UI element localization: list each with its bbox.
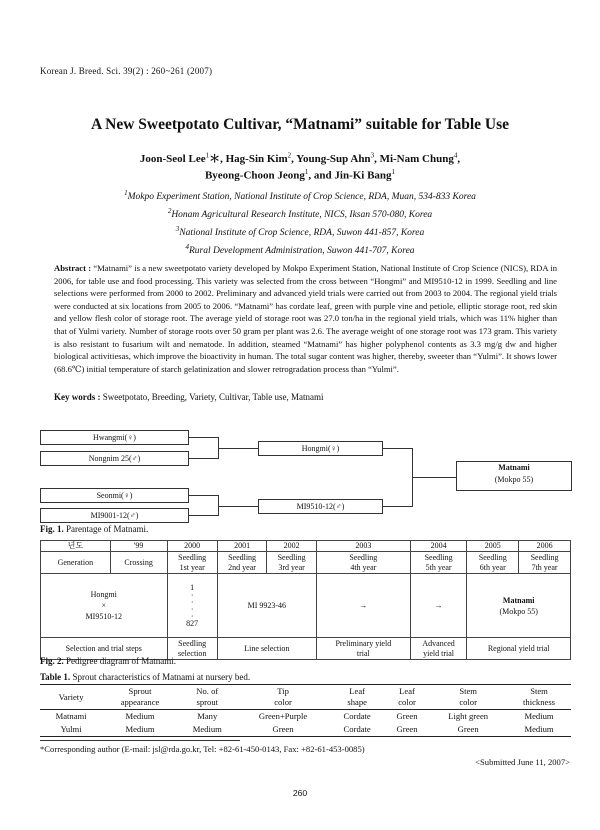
sprout-header-5 (385, 685, 429, 710)
sprout-header-3-line1: color (274, 697, 292, 707)
step-line-selection: Line selection (217, 638, 316, 660)
year-cell-1: '99 (110, 541, 167, 552)
author2-name-0: Byeong-Choon Jeong (204, 169, 305, 182)
parent-mi9510: MI9510-12(♂) (258, 499, 383, 514)
sprout-header-2 (178, 685, 237, 710)
affiliation-2 (0, 204, 600, 222)
affiliation-sup-2: 2 (167, 207, 172, 216)
generation-cell-5-line2: 6th year (479, 562, 506, 572)
cross-symbol: × (101, 601, 107, 610)
generation-cell-3-line1: Seedling (349, 552, 378, 562)
generation-cell-1-line1: Seedling (228, 552, 257, 562)
generation-label: Generation (41, 552, 111, 574)
sprout-cell-1-3: Green (272, 724, 294, 734)
sprout-row-1 (40, 723, 571, 737)
author1-sep-2: , (374, 153, 380, 165)
author1-name-2: Young-Sup Ahn (296, 153, 371, 165)
affiliation-text-4: Rural Development Administration, Suwon 441-707, Korea (188, 246, 415, 257)
pedigree-cross (41, 574, 168, 638)
matnami-code: (Mokpo 55) (494, 475, 534, 484)
affiliation-sup-1: 1 (124, 189, 128, 197)
generation-cell-0 (167, 552, 217, 574)
steps-label: Selection and trial steps (41, 638, 168, 660)
sprout-header-1-line0: Sprout (128, 686, 152, 696)
author1-sup-0: 1 (205, 151, 210, 160)
keywords (54, 392, 324, 402)
step-preliminary (316, 638, 410, 660)
sprout-row-0 (40, 710, 571, 724)
keywords-label: Key words : (54, 392, 101, 402)
generation-cell-5 (467, 552, 519, 574)
generation-cell-6-line2: 7th year (531, 562, 558, 572)
year-cell-7: 2005 (467, 541, 519, 552)
matnami-name: Matnami (498, 463, 530, 472)
pedigree-table (40, 540, 571, 660)
author-line-2 (0, 168, 600, 182)
fig2-caption-text: Pedigree diagram of Matnami. (66, 656, 176, 666)
affiliation-text-3: National Institute of Crop Science, RDA, Suwon 441-857, Korea (179, 228, 425, 239)
sprout-cell-0-4: Cordate (343, 711, 371, 721)
sprout-header-7-line0: Stem (530, 686, 548, 696)
sprout-header-0-line0: Variety (58, 691, 84, 702)
author1-name-3: Mi-Nam Chung (379, 153, 454, 165)
sprout-cell-0-7: Medium (524, 711, 554, 721)
pedigree-generation-row (41, 552, 571, 574)
author2-sup-1: 1 (391, 168, 396, 176)
author1-sup-1: 2 (287, 151, 292, 160)
affiliation-list (0, 186, 600, 259)
seedling-count-dots: · · · · (190, 590, 194, 621)
author1-sup-2: 3 (370, 151, 375, 160)
generation-cell-0-line2: 1st year (179, 562, 205, 572)
year-cell-0: 년도 (41, 541, 111, 552)
author1-name-0: Joon-Seol Lee (139, 153, 206, 165)
step-advanced (410, 638, 467, 660)
affiliation-1 (0, 186, 600, 204)
line-name-cell: MI 9923-46 (217, 574, 316, 638)
sprout-cell-1-4: Cordate (343, 724, 371, 734)
sprout-table-body (40, 710, 571, 737)
step1-line2: selection (177, 648, 207, 658)
generation-cell-5-line1: Seedling (478, 552, 507, 562)
year-cell-3: 2001 (217, 541, 267, 552)
journal-citation: Korean J. Breed. Sci. 39(2) : 260~261 (2007) (40, 66, 213, 76)
sprout-cell-1-1: Medium (125, 724, 155, 734)
author2-sup-0: 1 (304, 168, 309, 176)
step-regional: Regional yield trial (467, 638, 571, 660)
page-number: 260 (292, 788, 308, 798)
seedling-count-top: 1 (190, 582, 195, 592)
author1-sep-0: ＊, (209, 153, 226, 165)
generation-cell-4 (410, 552, 467, 574)
author1-sep-3: , (457, 153, 461, 165)
sprout-header-6-line0: Stem (459, 686, 477, 696)
affiliation-4 (0, 240, 600, 258)
fig1-caption (40, 524, 148, 534)
table1-caption (40, 672, 250, 682)
author1-sup-3: 4 (453, 151, 458, 160)
generation-cell-3 (316, 552, 410, 574)
generation-cell-1 (217, 552, 267, 574)
sprout-header-2-line1: sprout (196, 697, 218, 707)
affiliation-text-1: Mokpo Experiment Station, National Institute of Crop Science, RDA, Muan, 534-833 Korea (127, 192, 476, 203)
generation-cell-2 (267, 552, 317, 574)
sprout-cell-1-2: Medium (192, 724, 222, 734)
affiliation-sup-4: 4 (185, 243, 189, 252)
sprout-header-5-line0: Leaf (399, 686, 415, 696)
generation-cell-4-line2: 5th year (425, 562, 452, 572)
year-cell-4: 2002 (267, 541, 317, 552)
step4-line2: yield trial (423, 648, 455, 658)
step3-line1: Preliminary yield (335, 638, 392, 648)
sprout-header-3 (237, 685, 330, 710)
table1-caption-text: Sprout characteristics of Matnami at nursery bed. (72, 672, 251, 682)
fig1-caption-text: Parentage of Matnami. (66, 524, 149, 534)
sprout-header-1-line1: appearance (120, 697, 160, 707)
sprout-header-5-line1: color (398, 697, 416, 707)
corresponding-author-footnote: *Corresponding author (E-mail: jsl@rda.go.kr, Tel: +82-61-450-0143, Fax: +82-61-453-0085) (40, 744, 365, 754)
generation-cell-2-line1: Seedling (277, 552, 306, 562)
generation-cell-1-line2: 2nd year (228, 562, 256, 572)
result-matnami-name: Matnami (502, 595, 535, 605)
sprout-header-4 (329, 685, 384, 710)
seedling-count-bottom: 827 (186, 618, 199, 628)
author2-sep-0: , and (308, 169, 335, 182)
parent-hongmi: Hongmi(♀) (258, 441, 383, 456)
generation-cell-6-line1: Seedling (530, 552, 559, 562)
year-cell-2: 2000 (167, 541, 217, 552)
offspring-matnami (456, 461, 572, 491)
author1-name-1: Hag-Sin Kim (225, 153, 288, 165)
sprout-header-0 (40, 685, 102, 710)
parent-hwangmi: Hwangmi(♀) (40, 430, 189, 445)
affiliation-3 (0, 222, 600, 240)
affiliation-sup-3: 3 (175, 225, 180, 234)
generation-cell-3-line2: 4th year (350, 562, 377, 572)
author2-name-1: Jin-Ki Bang (334, 169, 392, 182)
sprout-cell-0-3: Green+Purple (258, 711, 308, 721)
fig2-caption-label: Fig. 2. (40, 656, 64, 666)
sprout-header-7-line1: thickness (523, 697, 556, 707)
result-matnami-code: (Mokpo 55) (499, 606, 538, 616)
paper-title: A New Sweetpotato Cultivar, “Matnami” suitable for Table Use (90, 116, 510, 133)
submitted-date: <Submitted June 11, 2007> (475, 757, 570, 767)
result-matnami (467, 574, 571, 638)
affiliation-text-2: Honam Agricultural Research Institute, NICS, Iksan 570-080, Korea (171, 210, 433, 221)
keywords-text: Sweetpotato, Breeding, Variety, Cultivar, Table use, Matnami (102, 392, 324, 402)
year-cell-6: 2004 (410, 541, 467, 552)
step1-line1: Seedling (178, 638, 207, 648)
parent-seonmi: Seonmi(♀) (40, 488, 189, 503)
seedling-count (167, 574, 217, 638)
sprout-cell-1-0: Yulmi (60, 724, 82, 734)
step3-line2: trial (356, 648, 370, 658)
sprout-cell-0-0: Matnami (55, 711, 87, 721)
abstract-label: Abstract : (54, 263, 92, 273)
step4-line1: Advanced (422, 638, 455, 648)
abstract-text: “Matnami” is a new sweetpotato variety developed by Mokpo Experiment Station, National Institute of Crop Science (NICS), RDA in 2006, for table use and food processing. This variety was selected from the cross between “Hongmi” and MI9510-12 in 1999. Seedling and line selections were performed from 2000 to 2002. Preliminary and advanced yield trials were carried out from 2003 to 2004. The regional yield trials were conducted at six locations from 2005 to 2006. “Matnami” has cordate leaf, green with purple vine and petiole, elliptic storage root, red skin and yellow flesh color of storage root. The average yield of storage root was 27.0 ton/ha in the regional yield trials, which was 11% higher than that of Yulmi variety. Number of storage roots over 50 gram per plant was 2.6. The average weight of one storage root was 173 gram. This variety is also resistant to fusarium wilt and nematode. In addition, steamed “Matnami” has higher polyphenol contents as 3.3 mg/g dw and higher biological activitiesas, which improve the bioactivity in human. The total sugar content was higher, thereby, sweeter than “Yulmi”. It shows lower (68.6℃) initial temperature of starch gelatinization and slower retrogradation process than “Yulmi”. (54, 263, 557, 374)
generation-crossing: Crossing (110, 552, 167, 574)
sprout-table (40, 684, 571, 737)
sprout-header-6 (429, 685, 507, 710)
parent-mi9001: MI9001-12(♂) (40, 508, 189, 523)
sprout-header-3-line0: Tip (277, 686, 289, 696)
sprout-cell-0-1: Medium (125, 711, 155, 721)
sprout-header-7 (507, 685, 571, 710)
generation-cell-2-line2: 3rd year (278, 562, 305, 572)
footnote-rule (40, 740, 240, 741)
author1-sep-1: , (291, 153, 297, 165)
fig1-caption-label: Fig. 1. (40, 524, 64, 534)
arrow-cell-1: → (316, 574, 410, 638)
sprout-header-4-line1: shape (347, 697, 367, 707)
table1-caption-label: Table 1. (40, 672, 71, 682)
sprout-header-2-line0: No. of (196, 686, 219, 696)
author-line-1 (0, 150, 600, 166)
arrow-cell-2: → (410, 574, 467, 638)
sprout-header-1 (102, 685, 178, 710)
sprout-header-6-line1: color (459, 697, 477, 707)
sprout-cell-0-2: Many (197, 711, 218, 721)
generation-cell-0-line1: Seedling (178, 552, 207, 562)
parent-nongnim: Nongnim 25(♂) (40, 451, 189, 466)
sprout-cell-1-7: Medium (524, 724, 554, 734)
generation-cell-6 (519, 552, 571, 574)
generation-cell-4-line1: Seedling (424, 552, 453, 562)
year-cell-5: 2003 (316, 541, 410, 552)
sprout-cell-1-5: Green (396, 724, 418, 734)
sprout-cell-1-6: Green (457, 724, 479, 734)
cross-parent-female: Hongmi (90, 590, 117, 599)
sprout-table-header (40, 685, 571, 710)
year-cell-8: 2006 (519, 541, 571, 552)
sprout-cell-0-6: Light green (448, 711, 489, 721)
pedigree-year-row (41, 541, 571, 552)
fig2-caption (40, 656, 176, 666)
sprout-header-4-line0: Leaf (349, 686, 366, 696)
pedigree-progress-row (41, 574, 571, 638)
cross-parent-male: MI9510-12 (85, 612, 122, 621)
sprout-cell-0-5: Green (396, 711, 418, 721)
abstract (54, 262, 557, 375)
